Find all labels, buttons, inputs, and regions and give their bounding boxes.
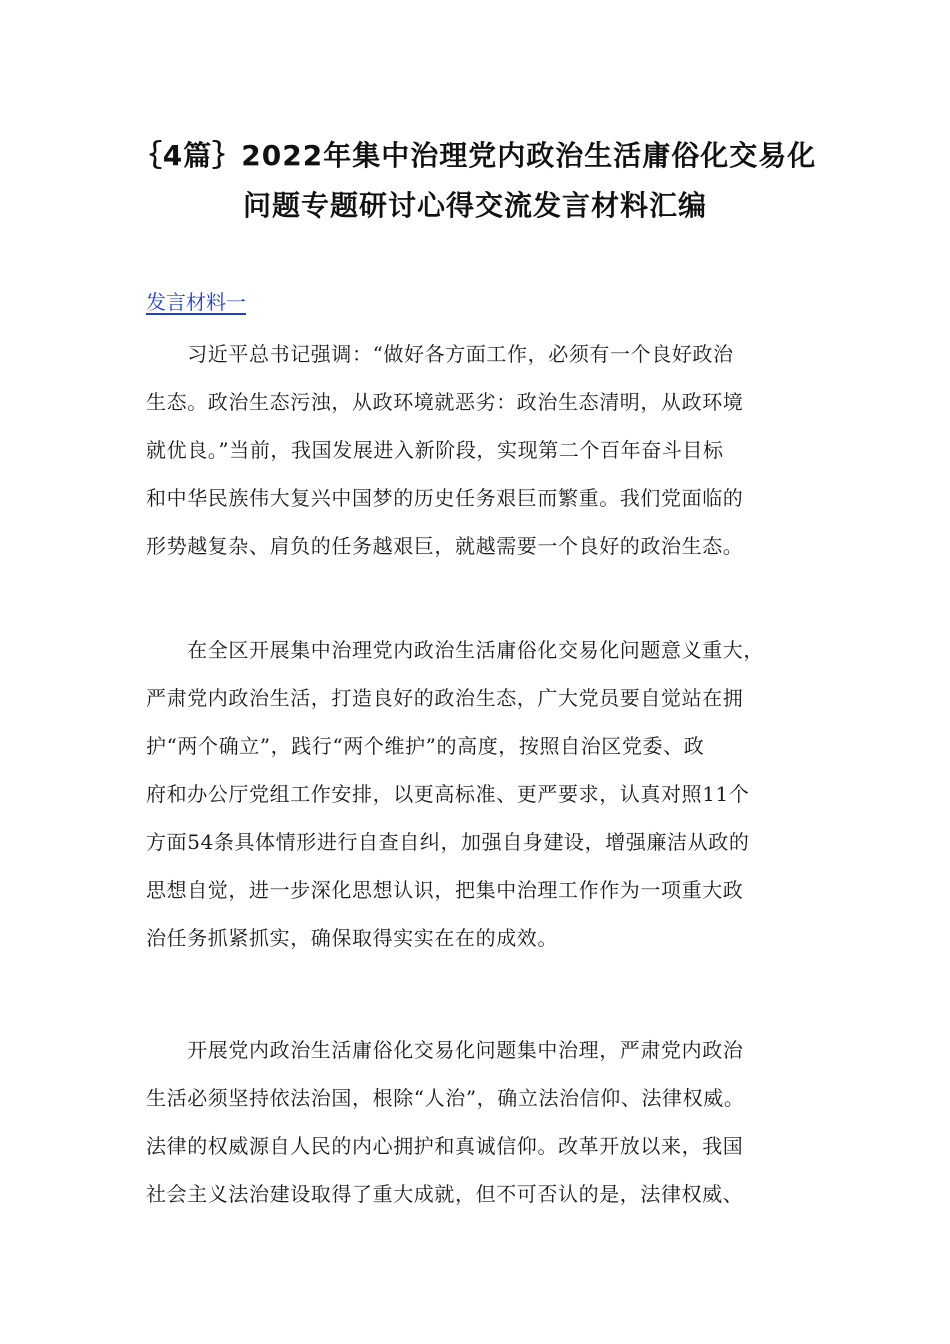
paragraph-3-line-1: 开展党内政治生活庸俗化交易化问题集中治理，严肃党内政治 — [146, 1038, 744, 1062]
paragraph-1-line-5: 形势越复杂、肩负的任务越艰巨，就越需要一个良好的政治生态。 — [146, 534, 744, 558]
paragraph-2-line-5: 方面54条具体情形进行自查自纠，加强自身建设，增强廉洁从政的 — [146, 830, 750, 854]
document-title-line-1: ｛4篇｝2022年集中治理党内政治生活庸俗化交易化 — [133, 139, 817, 172]
paragraph-2-line-7: 治任务抓紧抓实，确保取得实实在在的成效。 — [146, 926, 558, 950]
document-title-line-2: 问题专题研讨心得交流发言材料汇编 — [242, 189, 707, 222]
paragraph-2-line-2: 严肃党内政治生活，打造良好的政治生态，广大党员要自觉站在拥 — [146, 686, 744, 710]
paragraph-2-line-6: 思想自觉，进一步深化思想认识，把集中治理工作作为一项重大政 — [146, 878, 744, 902]
paragraph-2-line-4: 府和办公厅党组工作安排，以更高标准、更严要求，认真对照11个 — [146, 782, 750, 806]
paragraph-3-line-3: 法律的权威源自人民的内心拥护和真诚信仰。改革开放以来，我国 — [146, 1134, 744, 1158]
paragraph-3-line-4: 社会主义法治建设取得了重大成就，但不可否认的是，法律权威、 — [146, 1182, 744, 1206]
paragraph-2-line-1: 在全区开展集中治理党内政治生活庸俗化交易化问题意义重大， — [146, 638, 764, 662]
paragraph-2-line-3: 护“两个确立”，践行“两个维护”的高度，按照自治区党委、政 — [146, 734, 705, 758]
paragraph-1-line-2: 生态。政治生态污浊，从政环境就恶劣：政治生态清明，从政环境 — [146, 390, 744, 414]
paragraph-3-line-2: 生活必须坚持依法治国，根除“人治”，确立法治信仰、法律权威。 — [146, 1086, 745, 1110]
paragraph-1-line-4: 和中华民族伟大复兴中国梦的历史任务艰巨而繁重。我们党面临的 — [146, 486, 744, 510]
paragraph-1-line-1: 习近平总书记强调：“做好各方面工作，必须有一个良好政治 — [146, 342, 734, 366]
section-link-material-one[interactable]: 发言材料一 — [146, 290, 246, 314]
paragraph-1-line-3: 就优良。”当前，我国发展进入新阶段，实现第二个百年奋斗目标 — [146, 438, 724, 462]
